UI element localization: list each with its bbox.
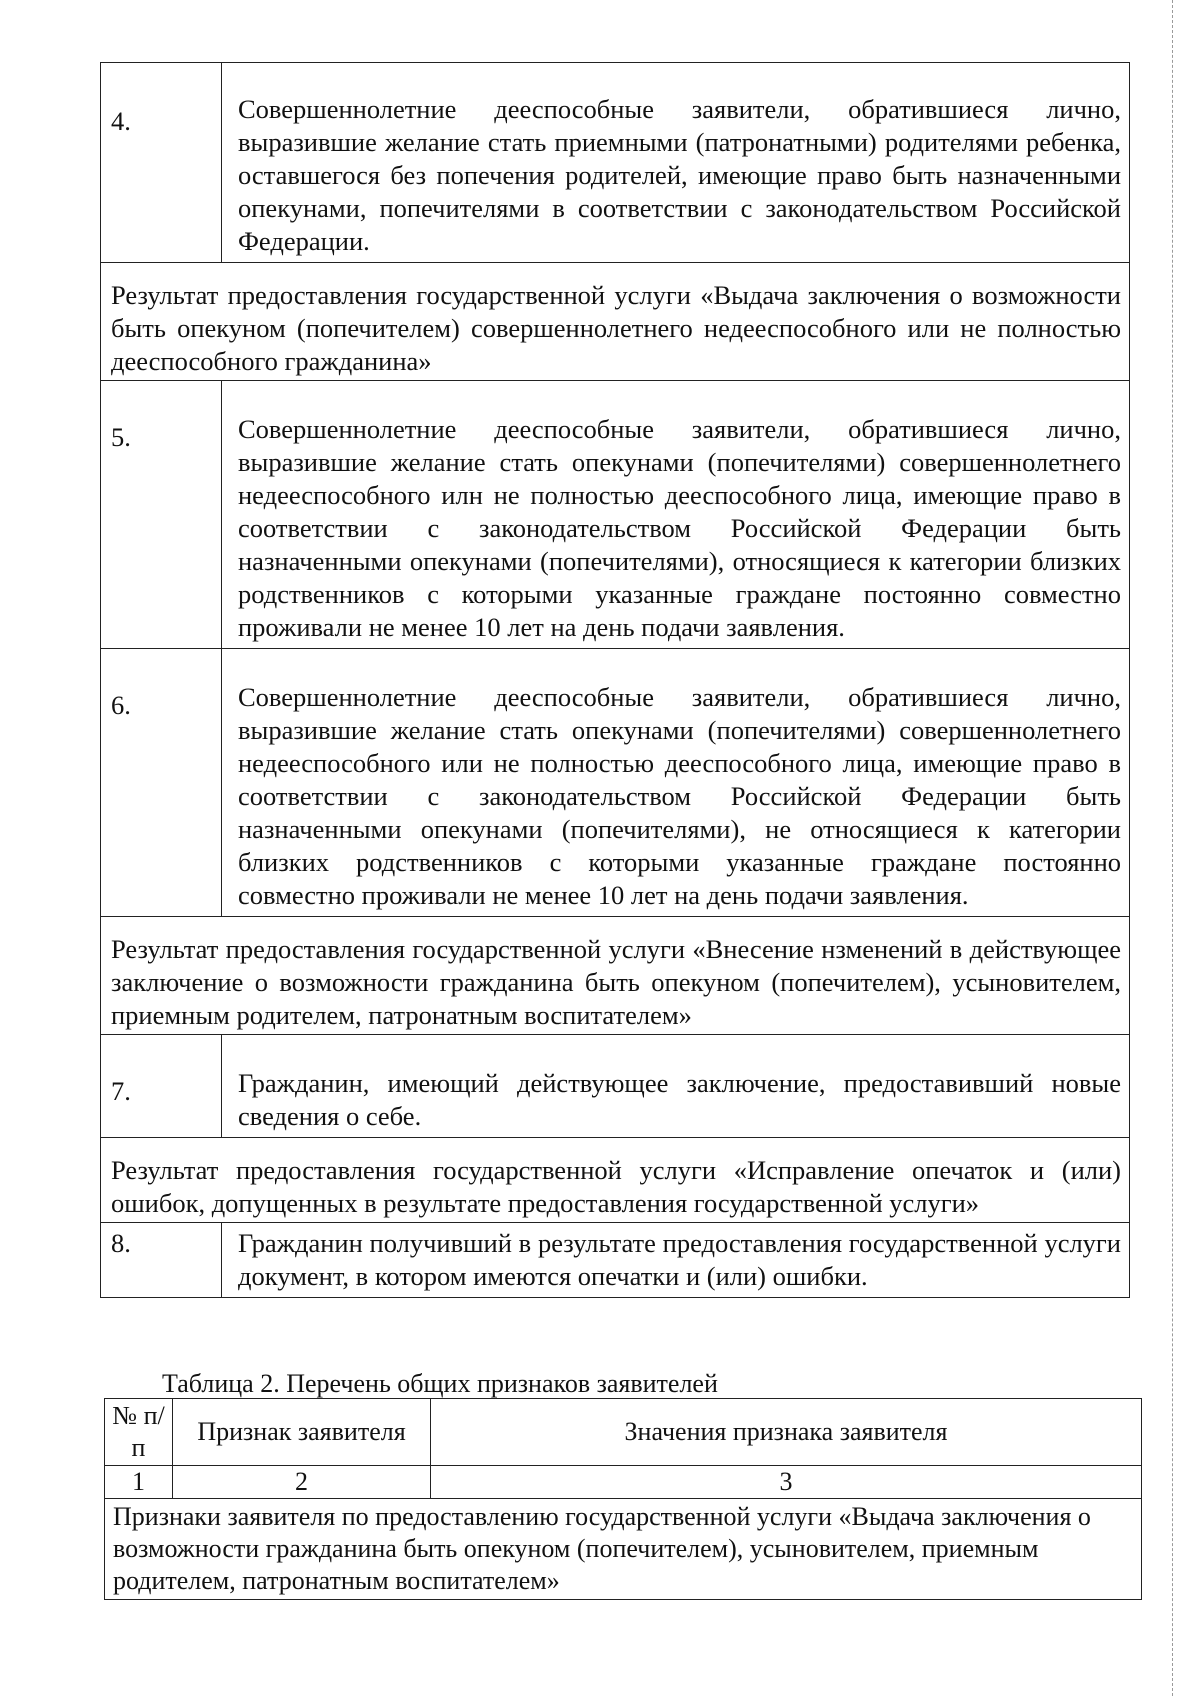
row-description: Гражданин, имеющий действующее заключение, предоставивший новые сведения о себе. <box>222 1035 1130 1138</box>
row-number: 7. <box>101 1035 222 1138</box>
section-header: Признаки заявителя по предоставлению государственной услуги «Выдача заключения о возможности гражданина быть опекуном (попечителем), усыновителем, приемным родителем, патронатным воспитателем» <box>105 1499 1142 1600</box>
table-row <box>101 1035 1130 1138</box>
scan-edge-line <box>1172 0 1173 1696</box>
column-header-values: Значения признака заявителя <box>431 1399 1142 1466</box>
row-description: Совершеннолетние дееспособные заявители, обратившиеся лично, выразившие желание стать опекунами (попечителями) совершеннолетнего недееспособного илн не полностью дееспособного лица, имеющие право в соответствии с законодательством Российской Федерации быть назначенными опекунами (попечителями), относящиеся к категории близких родственников с которыми указанные граждане постоянно совместно проживали не менее 10 лет на день подачи заявления. <box>222 381 1130 649</box>
row-number: 6. <box>101 649 222 917</box>
row-description: Совершеннолетние дееспособные заявители, обратившиеся лично, выразившие желание стать опекунами (попечителями) совершеннолетнего недееспособного или не полностью дееспособного лица, имеющие право в соответствии с законодательством Российской Федерации быть назначенными опекунами (попечителями), не относящиеся к категории близких родственников с которыми указанные граждане постоянно совместно проживали не менее 10 лет на день подачи заявления. <box>222 649 1130 917</box>
row-number: 4. <box>101 63 222 263</box>
table-row <box>101 1223 1130 1298</box>
column-index: 3 <box>431 1466 1142 1499</box>
applicants-table <box>100 62 1130 1298</box>
row-description: Совершеннолетние дееспособные заявители, обратившиеся лично, выразившие желание стать приемными (патронатными) родителями ребенка, оставшегося без попечения родителей, имеющие право быть назначенными опекунами, попечителями в соответствии с законодательством Российской Федерации. <box>222 63 1130 263</box>
column-header-number: № п/п <box>105 1399 173 1466</box>
table-row <box>101 381 1130 649</box>
section-header-row <box>101 263 1130 381</box>
column-index: 1 <box>105 1466 173 1499</box>
section-header-row <box>101 1138 1130 1223</box>
index-row <box>105 1466 1142 1499</box>
row-number: 8. <box>101 1223 222 1298</box>
column-header-attribute: Признак заявителя <box>173 1399 431 1466</box>
section-header-row <box>105 1499 1142 1600</box>
header-row <box>105 1399 1142 1466</box>
applicant-attributes-table <box>104 1398 1142 1600</box>
table-caption: Таблица 2. Перечень общих признаков заявителей <box>162 1369 718 1398</box>
row-number: 5. <box>101 381 222 649</box>
section-header-row <box>101 917 1130 1035</box>
column-index: 2 <box>173 1466 431 1499</box>
table-row <box>101 63 1130 263</box>
row-description: Гражданин получивший в результате предоставления государственной услуги документ, в котором имеются опечатки и (или) ошибки. <box>222 1223 1130 1298</box>
section-header: Результат предоставления государственной услуги «Внесение нзменений в действующее заключение о возможности гражданина быть опекуном (попечителем), усыновителем, приемным родителем, патронатным воспитателем» <box>101 917 1130 1035</box>
section-header: Результат предоставления государственной услуги «Выдача заключения о возможности быть опекуном (попечителем) совершеннолетнего недееспособного или не полностью дееспособного гражданина» <box>101 263 1130 381</box>
table-row <box>101 649 1130 917</box>
section-header: Результат предоставления государственной услуги «Исправление опечаток и (или) ошибок, допущенных в результате предоставления государственной услуги» <box>101 1138 1130 1223</box>
